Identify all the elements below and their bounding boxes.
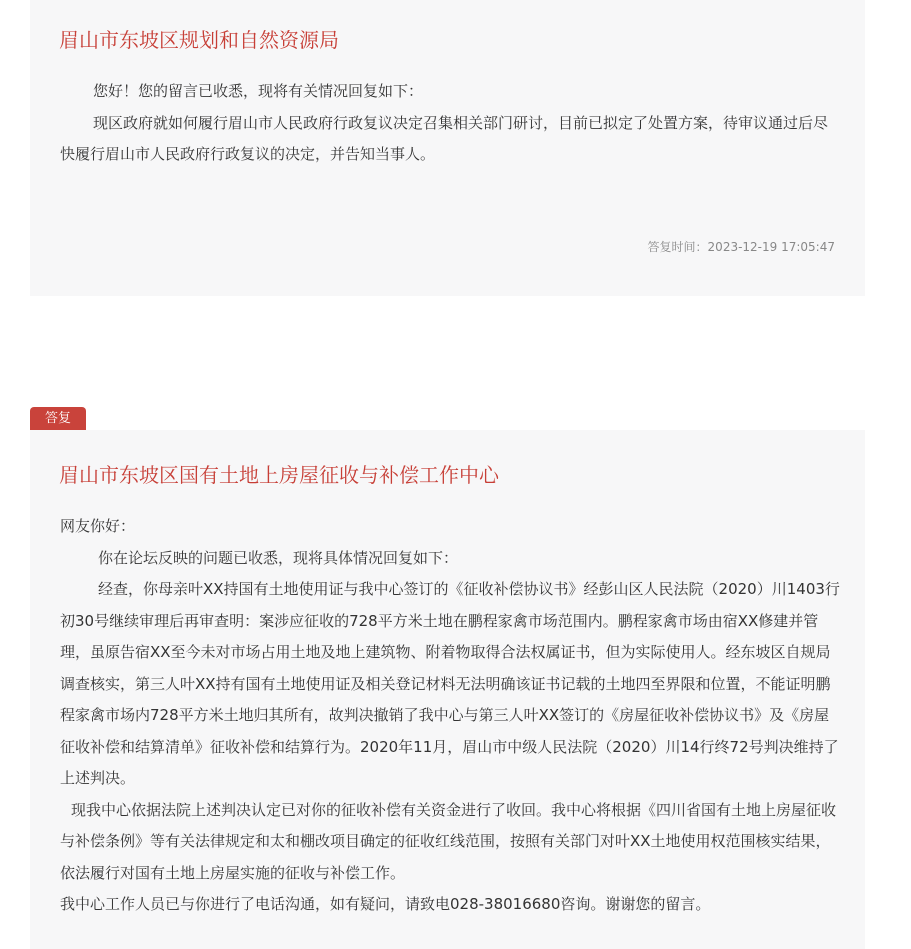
reply-time: 答复时间：2023-12-19 17:05:47	[647, 240, 835, 254]
reply-paragraph: 经查，你母亲叶XX持国有土地使用证与我中心签订的《征收补偿协议书》经彭山区人民法院（2020）川1403行初30号继续审理后再审查明：案涉应征收的728平方米土地在鹏程家禽市场范围内。鹏程家禽市场由宿XX修建并管理，虽原告宿XX至今未对市场占用土地及地上建筑物、附着物取得合法权属证书，但为实际使用人。经东坡区自规局调查核实，第三人叶XX持有国有土地使用证及相关登记材料无法明确该证书记载的土地四至界限和位置，不能证明鹏程家禽市场内728平方米土地归其所有，故判决撤销了我中心与第三人叶XX签订的《房屋征收补偿协议书》及《房屋征收补偿和结算清单》征收补偿和结算行为。2020年11月，眉山市中级人民法院（2020）川14行终72号判决维持了上述判决。	[60, 580, 840, 787]
reply-badge: 答复	[30, 407, 86, 430]
reply-card-expropriation-center	[30, 430, 865, 949]
reply-card-planning-bureau	[30, 0, 865, 296]
reply-body	[60, 76, 840, 171]
reply-paragraph: 你在论坛反映的问题已收悉，现将具体情况回复如下：	[98, 548, 459, 567]
reply-org-title: 眉山市东坡区规划和自然资源局	[59, 28, 339, 52]
reply-contact-paragraph: 我中心工作人员已与你进行了电话沟通，如有疑问，请致电028-38016680咨询。谢谢您的留言。	[60, 895, 711, 913]
reply-greeting: 网友你好：	[60, 517, 136, 535]
reply-paragraph: 现区政府就如何履行眉山市人民政府行政复议决定召集相关部门研讨，目前已拟定了处置方案，待审议通过后尽快履行眉山市人民政府行政复议的决定，并告知当事人。	[60, 113, 829, 163]
reply-body	[60, 511, 840, 921]
reply-greeting: 您好！您的留言已收悉，现将有关情况回复如下：	[93, 82, 424, 100]
reply-org-title: 眉山市东坡区国有土地上房屋征收与补偿工作中心	[59, 463, 499, 487]
reply-paragraph: 现我中心依据法院上述判决认定已对你的征收补偿有关资金进行了收回。我中心将根据《四川省国有土地上房屋征收与补偿条例》等有关法律规定和太和棚改项目确定的征收红线范围，按照有关部门对叶XX土地使用权范围核实结果，依法履行对国有土地上房屋实施的征收与补偿工作。	[60, 800, 837, 882]
